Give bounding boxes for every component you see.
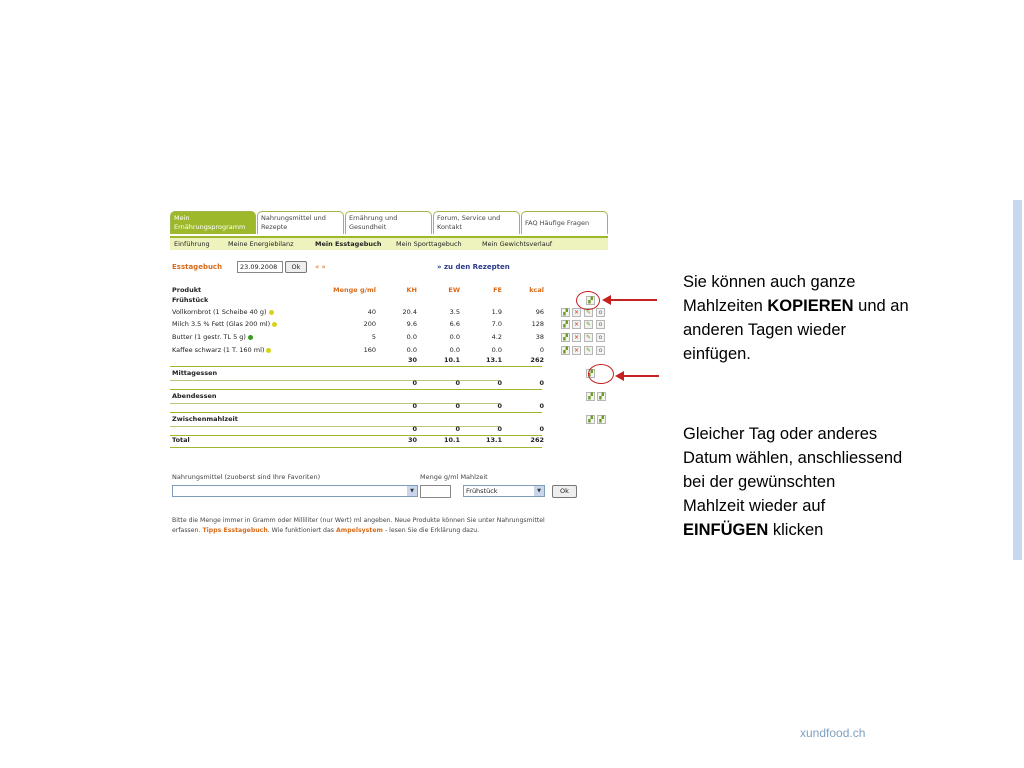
subnav-esstagebuch[interactable]: Mein Esstagebuch [315,240,382,248]
subnav-energiebilanz[interactable]: Meine Energiebilanz [228,240,294,248]
kcal-value: 0 [539,346,544,354]
amount-input[interactable] [420,485,451,498]
col-fe: FE [493,286,502,294]
tab-faq[interactable] [521,211,608,234]
meal-name: Zwischenmahlzeit [172,415,238,423]
total-fe: 13.1 [485,436,502,444]
product-name [172,307,274,318]
kh-value: 0.0 [406,333,417,341]
chevron-down-icon: ▼ [407,486,417,496]
help-line-1: Bitte die Menge immer in Gramm oder Milliliter (nur Wert) ml angeben. Neue Produkte können Sie unter Nahrungsmittel [172,517,545,524]
note-text: Mahlzeiten [683,297,763,315]
subtotal-row [170,355,608,366]
col-amount: Menge g/ml [333,286,376,294]
meal-name: Mittagessen [172,369,218,377]
arrow-line [622,375,659,377]
tab-mein-ernaehrungsprogramm[interactable] [170,211,256,234]
delete-icon[interactable]: × [573,321,580,328]
fe-value: 1.9 [491,308,502,316]
traffic-light-icon [248,335,253,340]
subtotal-kcal: 0 [539,379,544,387]
app-screenshot [166,208,612,544]
copy-icon[interactable]: ▞ [561,333,570,342]
total-kcal: 262 [530,436,544,444]
paste-icon[interactable]: ▞ [597,392,606,401]
right-edge-bar [1013,200,1022,560]
edit-icon[interactable]: ✎ [585,321,592,328]
col-kcal: kcal [529,286,544,294]
highlight-paste-circle [588,364,614,384]
amount-value: 40 [367,308,376,316]
help-line-2-prefix: erfassen. [172,527,201,534]
copy-note [683,270,909,366]
arrow-line [609,299,657,301]
divider [170,412,542,413]
subtotal-ew: 0 [455,402,460,410]
paste-icon[interactable]: ▞ [597,415,606,424]
sub-nav [170,236,608,250]
note-line: einfügen. [683,345,751,363]
total-kh: 30 [407,436,417,444]
subtotal-kh: 30 [407,356,417,364]
product-label: Milch 3.5 % Fett (Glas 200 ml) [172,320,271,328]
note-text: klicken [772,521,824,539]
meal-select[interactable] [463,485,545,497]
paste-icon[interactable]: ▞ [586,369,595,378]
note-line: Mahlzeit wieder auf [683,497,826,515]
note-line: Gleicher Tag oder anderes [683,425,878,443]
col-ew: EW [448,286,460,294]
ew-value: 3.5 [449,308,460,316]
chevron-down-icon: ▼ [534,486,544,496]
subtotal-fe: 0 [497,402,502,410]
copy-icon[interactable]: ▞ [561,346,570,355]
subtotal-kh: 0 [412,425,417,433]
subtotal-ew: 0 [455,379,460,387]
subtotal-kh: 0 [412,402,417,410]
date-ok-button[interactable]: Ok [285,261,307,273]
total-row [170,435,608,446]
help-line-2-mid: . Wie funktioniert das [267,527,335,534]
fe-value: 4.2 [491,333,502,341]
subtotal-kcal: 262 [530,356,544,364]
paste-note [683,422,902,542]
copy-icon[interactable]: ▞ [586,415,595,424]
table-row [170,319,608,330]
delete-icon[interactable]: × [573,309,580,316]
note-line: anderen Tagen wieder [683,321,846,339]
tab-label: Mein Ernährungsprogramm [174,214,246,231]
divider [170,447,542,448]
edit-icon[interactable]: ✎ [585,309,592,316]
ew-value: 0.0 [449,333,460,341]
subtotal-kcal: 0 [539,425,544,433]
tab-label: Ernährung und Gesundheit [349,214,398,231]
table-row [170,332,608,343]
subtotal-row [170,401,608,412]
kh-value: 20.4 [402,308,417,316]
note-text: und an [858,297,909,315]
product-name [172,332,253,343]
fe-value: 0.0 [491,346,502,354]
meal-select-value: Frühstück [466,487,498,495]
tab-label: Forum, Service und Kontakt [437,214,501,231]
product-label: Vollkornbrot (1 Scheibe 40 g) [172,308,267,316]
col-product: Produkt [172,286,202,294]
meal-name: Frühstück [172,296,209,304]
tab-forum-service[interactable] [433,211,520,234]
subnav-gewichtsverlauf[interactable]: Mein Gewichtsverlauf [482,240,553,248]
traffic-light-icon [266,348,271,353]
divider [170,366,542,367]
traffic-light-icon [269,310,274,315]
copy-icon[interactable]: ▞ [561,308,570,317]
tab-ernaehrung-gesundheit[interactable] [345,211,432,234]
food-label: Nahrungsmittel (zuoberst sind Ihre Favoriten) [172,473,321,481]
product-label: Butter (1 gestr. TL 5 g) [172,333,246,341]
help-text [172,516,612,536]
arrow-left-icon [602,295,611,305]
meal-header-fruehstueck [170,295,608,306]
main-nav-tabs [170,211,608,235]
total-ew: 10.1 [443,436,460,444]
table-row [170,307,608,318]
note-line: bei der gewünschten [683,473,836,491]
food-select[interactable] [172,485,418,497]
tab-nahrungsmittel-rezepte[interactable] [257,211,344,234]
copy-icon[interactable]: ▞ [586,392,595,401]
ew-value: 0.0 [449,346,460,354]
info-icon[interactable]: o [596,346,605,355]
subtotal-row [170,378,608,389]
highlight-copy-circle [576,291,600,310]
subtotal-row [170,424,608,435]
kcal-value: 38 [535,333,544,341]
note-line: Sie können auch ganze [683,273,856,291]
note-bold: EINFÜGEN [683,521,769,539]
date-input[interactable]: 23.09.2008 [237,261,283,273]
amount-meal-label: Menge g/ml Mahlzeit [420,473,488,481]
total-label: Total [172,436,190,444]
tips-link[interactable]: Tipps Esstagebuch [202,527,268,534]
info-icon[interactable]: o [596,308,605,317]
help-line-2-suffix: - lesen Sie die Erklärung dazu. [384,527,480,534]
ampel-link[interactable]: Ampelsystem [335,527,383,534]
add-ok-button[interactable]: Ok [552,485,577,498]
subtotal-ew: 0 [455,425,460,433]
product-label: Kaffee schwarz (1 T. 160 ml) [172,346,265,354]
edit-icon[interactable]: ✎ [585,334,592,341]
copy-icon[interactable]: ▞ [561,320,570,329]
delete-icon[interactable]: × [573,334,580,341]
arrow-left-icon [615,371,624,381]
diary-title: Esstagebuch [172,263,223,271]
meal-name: Abendessen [172,392,217,400]
subnav-einfuehrung[interactable]: Einführung [174,240,210,248]
note-line: Datum wählen, anschliessend [683,449,903,467]
col-kh: KH [406,286,417,294]
kcal-value: 128 [531,320,544,328]
product-name [172,319,277,330]
kcal-value: 96 [535,308,544,316]
note-bold: KOPIEREN [767,297,854,315]
subtotal-fe: 0 [497,425,502,433]
divider [170,389,542,390]
date-nav-arrows[interactable]: « » [315,263,326,271]
recipes-link[interactable]: » zu den Rezepten [437,263,510,271]
kh-value: 9.6 [406,320,417,328]
tab-label: Nahrungsmittel und Rezepte [261,214,326,231]
amount-value: 200 [363,320,376,328]
traffic-light-icon [272,322,277,327]
amount-value: 160 [363,346,376,354]
delete-icon[interactable]: × [573,347,580,354]
edit-icon[interactable]: ✎ [585,347,592,354]
info-icon[interactable]: o [596,320,605,329]
ew-value: 6.6 [449,320,460,328]
tab-label: FAQ Häufige Fragen [525,219,590,227]
kh-value: 0.0 [406,346,417,354]
subnav-sporttagebuch[interactable]: Mein Sporttagebuch [396,240,462,248]
fe-value: 7.0 [491,320,502,328]
footer-credit: xundfood.ch [800,726,866,740]
subtotal-kh: 0 [412,379,417,387]
copy-meal-icon[interactable]: ▞ [586,296,595,305]
subtotal-fe: 13.1 [485,356,502,364]
amount-value: 5 [371,333,376,341]
note-line [683,294,909,318]
note-line [683,518,902,542]
subtotal-ew: 10.1 [443,356,460,364]
subtotal-fe: 0 [497,379,502,387]
info-icon[interactable]: o [596,333,605,342]
subtotal-kcal: 0 [539,402,544,410]
help-line-2 [172,526,612,536]
